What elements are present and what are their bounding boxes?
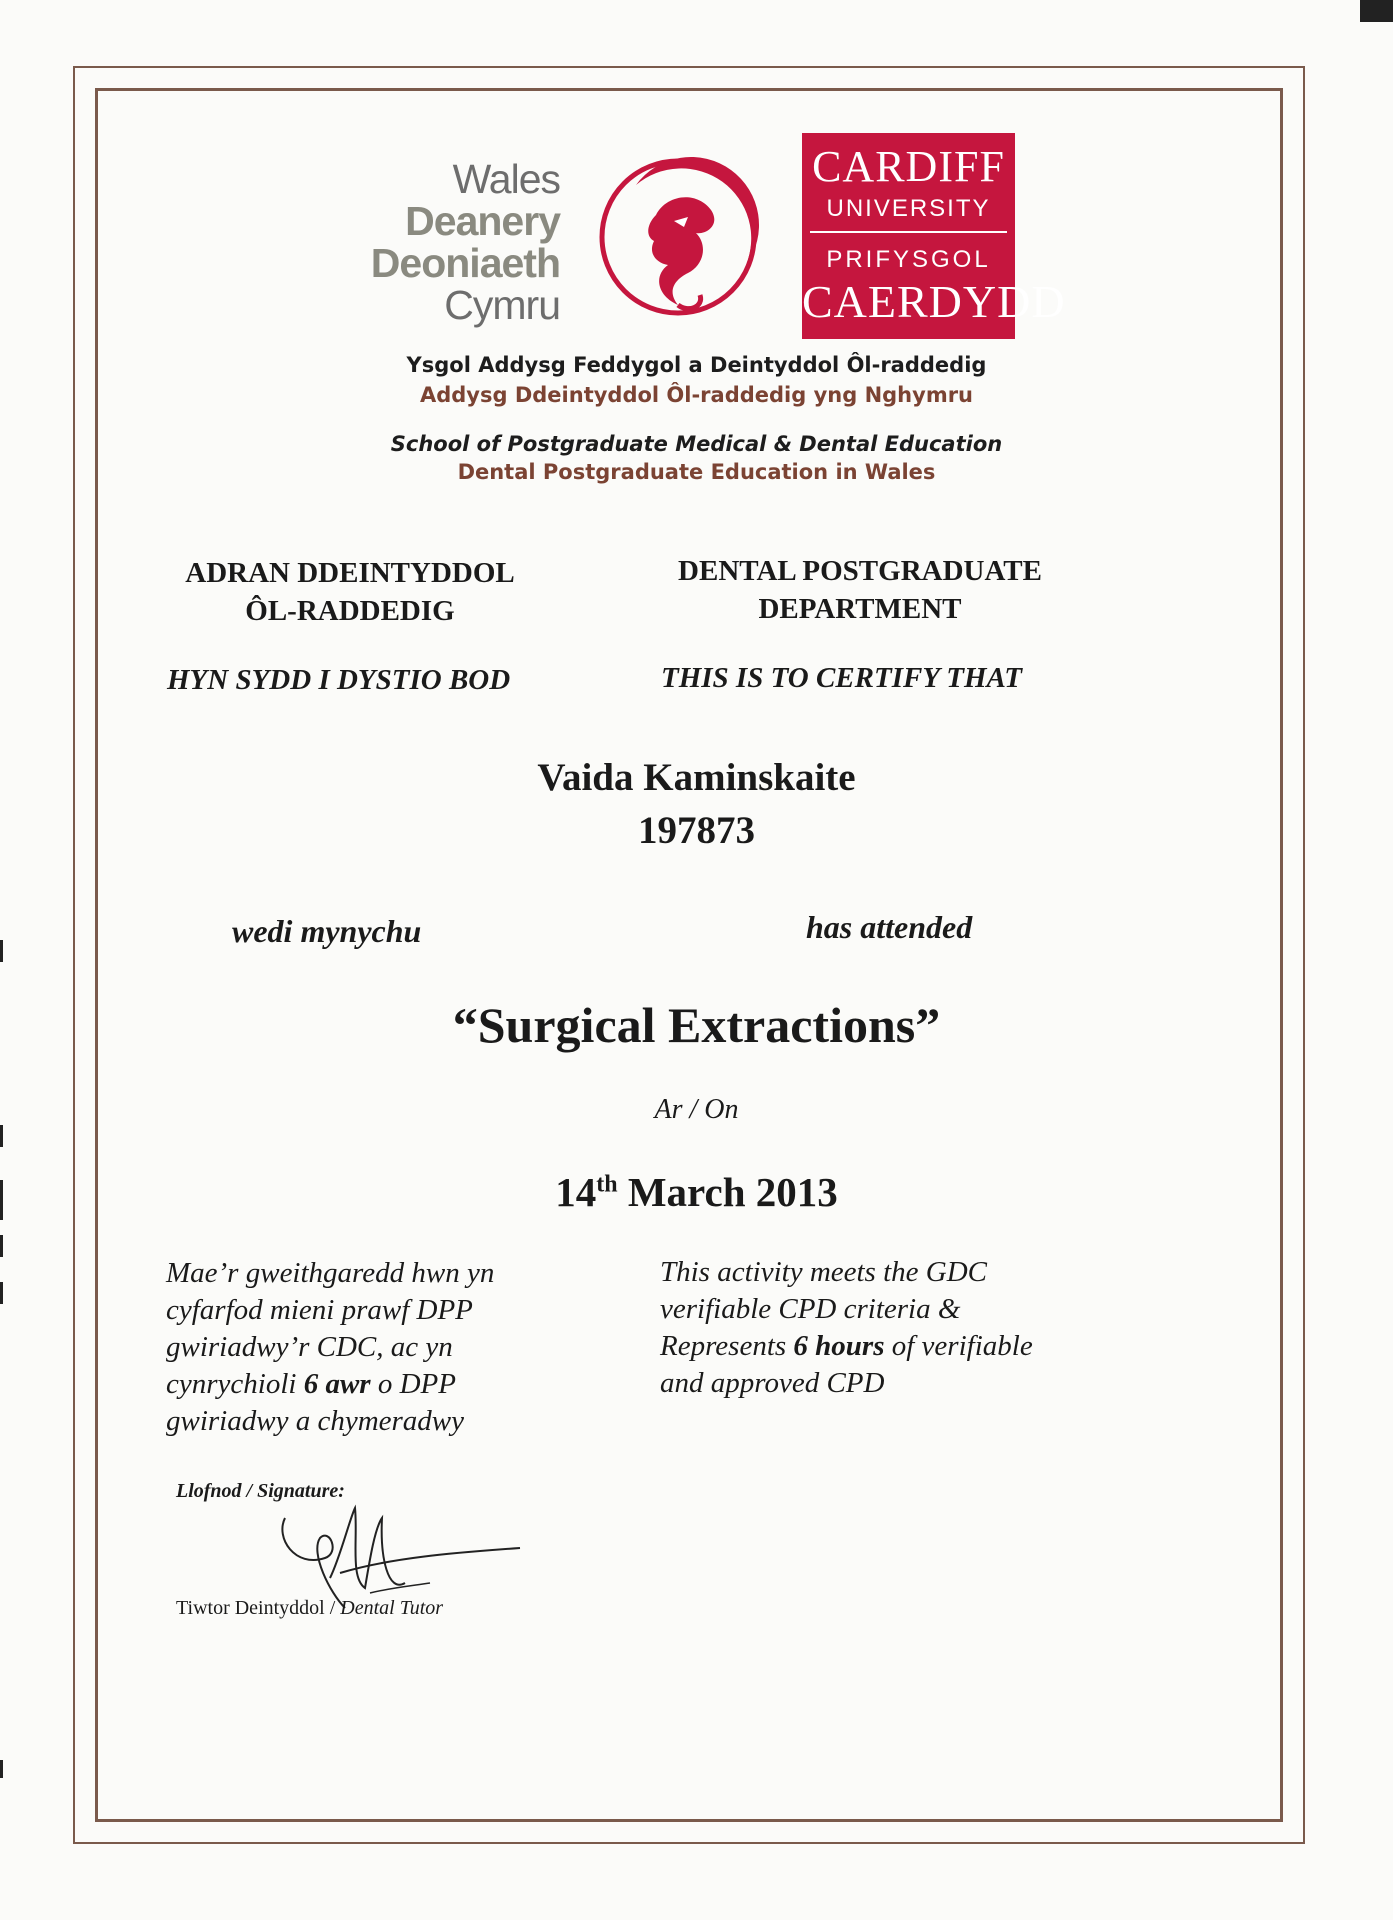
welsh-department-heading (140, 554, 560, 630)
dragon-emblem-icon (596, 155, 761, 320)
english-department-line2: DEPARTMENT (758, 593, 962, 625)
welsh-cpd-line5: gwiriadwy a chymeradwy (166, 1405, 465, 1437)
welsh-cpd-line4-pre: cynrychioli (166, 1368, 304, 1400)
recipient-number: 197873 (638, 809, 755, 852)
recipient-name: Vaida Kaminskaite (537, 756, 856, 799)
cardiff-logo-line4: CAERDYDD (802, 276, 1066, 327)
english-department-line1: DENTAL POSTGRADUATE (678, 555, 1042, 587)
english-cpd-line1: This activity meets the GDC (660, 1256, 988, 1288)
english-cpd-line3 (660, 1328, 1033, 1365)
english-certify-text: THIS IS TO CERTIFY THAT (661, 662, 1022, 694)
dental-tutor-label (176, 1597, 443, 1620)
course-title: “Surgical Extractions” (452, 997, 941, 1053)
welsh-cpd-line3: gwiriadwy’r CDC, ac yn (166, 1331, 453, 1363)
cardiff-university-logo (802, 133, 1066, 339)
welsh-cpd-line4-post: o DPP (370, 1368, 456, 1400)
welsh-cpd-hours: 6 awr (303, 1368, 371, 1400)
course-date (0, 1168, 1393, 1216)
scan-mark-left-1 (0, 940, 3, 962)
welsh-division-name: Addysg Ddeintyddol Ôl-raddedig yng Nghymru (419, 383, 974, 407)
welsh-cpd-line4 (166, 1366, 494, 1403)
date-label: Ar / On (654, 1094, 739, 1125)
welsh-department-line2: ÔL-RADDEDIG (245, 595, 455, 627)
cardiff-logo-line1: CARDIFF (812, 142, 1005, 191)
english-cpd-hours: 6 hours (793, 1330, 885, 1362)
english-cpd-statement (660, 1254, 1033, 1402)
date-day: 14 (555, 1169, 597, 1215)
english-division-name: Dental Postgraduate Education in Wales (457, 460, 936, 484)
english-cpd-line2: verifiable CPD criteria & (660, 1293, 961, 1325)
cardiff-logo-divider (810, 231, 1007, 233)
date-month-year: March 2013 (627, 1169, 838, 1215)
date-suffix: th (596, 1171, 618, 1198)
scan-mark-left-4 (0, 1235, 3, 1257)
english-cpd-line3-post: of verifiable (884, 1330, 1033, 1362)
welsh-attended-text: wedi mynychu (232, 913, 422, 949)
english-cpd-line4: and approved CPD (660, 1367, 885, 1399)
welsh-school-name: Ysgol Addysg Feddygol a Deintyddol Ôl-raddedig (406, 353, 987, 377)
welsh-cpd-line1: Mae’r gweithgaredd hwn yn (166, 1257, 495, 1289)
cardiff-logo-line3: PRIFYSGOL (826, 246, 991, 273)
english-attended-text: has attended (806, 909, 973, 945)
scan-mark-left-6 (0, 1760, 3, 1778)
tutor-role-english: Dental Tutor (340, 1597, 444, 1619)
english-school-name: School of Postgraduate Medical & Dental Education (390, 432, 1003, 456)
scan-mark-left-2 (0, 1125, 3, 1147)
wales-deanery-logo-line4: Cymru (444, 282, 560, 328)
signature-label: Llofnod / Signature: (176, 1480, 345, 1502)
wales-deanery-logo (345, 158, 560, 326)
welsh-department-line1: ADRAN DDEINTYDDOL (185, 557, 515, 589)
welsh-cpd-line2: cyfarfod mieni prawf DPP (166, 1294, 473, 1326)
scan-mark-top-right (1360, 0, 1393, 22)
tutor-role-welsh: Tiwtor Deintyddol / (176, 1597, 341, 1619)
english-department-heading (640, 552, 1080, 628)
wales-deanery-logo-line3: Deoniaeth (370, 240, 560, 286)
scan-mark-left-5 (0, 1282, 3, 1304)
english-cpd-line3-pre: Represents (660, 1330, 794, 1362)
cardiff-logo-line2: UNIVERSITY (826, 195, 991, 222)
wales-deanery-logo-line1: Wales (452, 156, 560, 202)
welsh-certify-text: HYN SYDD I DYSTIO BOD (167, 664, 511, 696)
wales-deanery-logo-line2: Deanery (405, 198, 560, 244)
welsh-cpd-statement (166, 1255, 494, 1440)
